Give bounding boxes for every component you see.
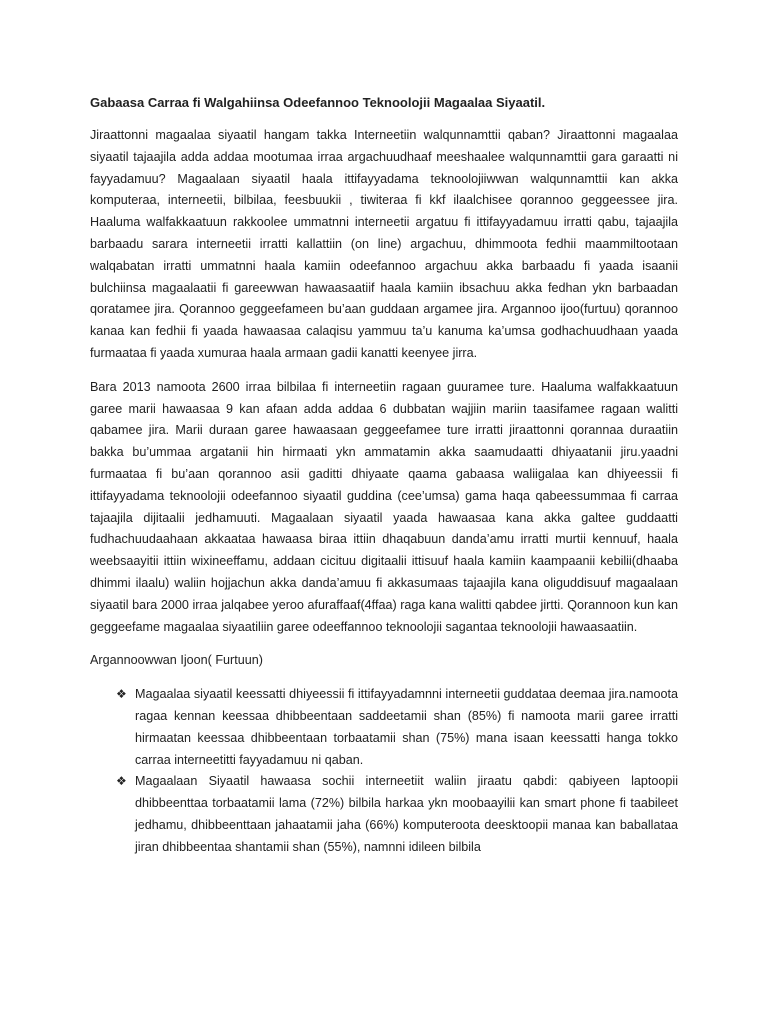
paragraph-methodology: Bara 2013 namoota 2600 irraa bilbilaa fi interneetiin ragaan guuramee ture. Haaluma walfakkaatuun garee marii hawaasaa 9 kan afaan adda addaa 6 dubbatan wajjiin mariin taasifamee ragaan walitti qabamee jira. Marii duraan garee hawaasaan geggeefamee ture irratti jiraattonni qorannaa duraatiin bakka bu’ummaa argatanii hin hirmaati ykn ammatamin akka saamudaatti dhiyaatanii jiru.yaadni furmaataa fi bu’aan qorannoo asii gaditti dhiyaate qaama gabaasa waliigalaa kan dhiyeessii fi ittifayyadama teknoolojii odeefannoo siyaatil guddina (cee’umsa) gama haqa qabeessummaa fi carraa tajaajila dijitaalii jedhamuuti. Magaalaan siyaatil yaada hawaasaa kana akka galtee guddaatti fudhachuudaahaan akkaataa hawaasa biraa ittiin dhaqabuun danda’amu irratti murtii kennuuf, haala weebsaayitii ittiin wixineeffamu, addaan cicituu digitaalii ittisuuf haala kamiin kaampaanii kebilii(dhaaba dhimmi ilaalu) waliin hojjachun akka danda’amuu fi akkasumaas tajaajila kana oliguddisuuf magaalaan siyaatil bara 2000 irraa jalqabee yeroo afuraffaaf(4ffaa) raga kana walitti qabdee jirtti. Qorannoon kun kan geggeefame magaalaa siyaatiliin garee odeeffannoo teknoolojii sagantaa teknoolojii hawaasaatiin. xyxy=(90,379,678,634)
list-item-text: Magaalaan Siyaatil hawaasa sochii interneetiit waliin jiraatu qabdi: qabiyeen laptoopii dhibbeenttaa torbaatamii lama (72%) bilbila harkaa ykn moobaayilii kan smart phone fi taabileet jedhamu, dhibbeenttaan jahaatamii jaha (66%) komputeroota deesktoopii manaa kan baballataa jiran dhibbeentaa shantamii shan (55%), namnni idileen bilbila xyxy=(135,774,678,854)
key-findings-list xyxy=(90,684,678,858)
diamond-bullet-icon: ❖ xyxy=(116,687,127,702)
list-item xyxy=(90,684,678,771)
list-item-text: Magaalaa siyaatil keessatti dhiyeessii fi ittifayyadamnni interneetii guddataa deemaa jira.namoota ragaa kennan keessaa dhibbeentaan saddeetamii shan (85%) fi namoota marii garee irratti hirmaatan keessaa dhibbeentaan torbaatamii shan (75%) mana isaan keessatti hanga tokko carraa interneetitti fayyadamuu ni qaban. xyxy=(135,687,678,767)
document-title: Gabaasa Carraa fi Walgahiinsa Odeefannoo Teknoolojii Magaalaa Siyaatil. xyxy=(90,95,546,110)
section-heading: Argannoowwan Ijoon( Furtuun) xyxy=(90,653,263,668)
paragraph-intro: Jiraattonni magaalaa siyaatil hangam takka Interneetiin walqunnamttii qaban? Jiraattonni magaalaa siyaatil tajaajila adda addaa mootumaa irraa argachuudhaaf meeshaalee walqunnamttii gara garaatti ni fayyadamuu? Magaalaan siyaatil haala ittifayyadama teknoolojiiwwan walqunnamttii kan akka komputeraa, interneetii, bilbilaa, feesbuukii , tiwiteraa fi kkf ilaalchisee qorannoo geggeessee jira. Haaluma walfakkaatuun rakkoolee ummatnni interneetii argatuu fi ittifayyadamuu irratti qabu, tajaajila barbaadu sarara interneetii irratti kallattiin (on line) argachuu, dhimmoota fedhii maammiltootaan walqabatan irratti ummatnni haala kamiin odeefannoo argachuu akka barbaadu fi yaada isaanii bulchiinsa magaalaatii fi gareewwan hawaasaatiif haala kamiin ibsachuu akka fedhan ykn barbaadan qoratamee jira. Qorannoo geggeefameen bu’aan guddaan argamee jira. Argannoo ijoo(furtuu) qorannoo kanaa kan fedhii fi yaada hawaasaa calaqisu yammuu ta’u kanuma ka’umsa godhachuudhaan yaada furmaataa fi yaada xumuraa haala armaan gadii kanatti keenyee jirra. xyxy=(90,128,678,360)
list-item xyxy=(90,771,678,858)
diamond-bullet-icon: ❖ xyxy=(116,774,127,789)
